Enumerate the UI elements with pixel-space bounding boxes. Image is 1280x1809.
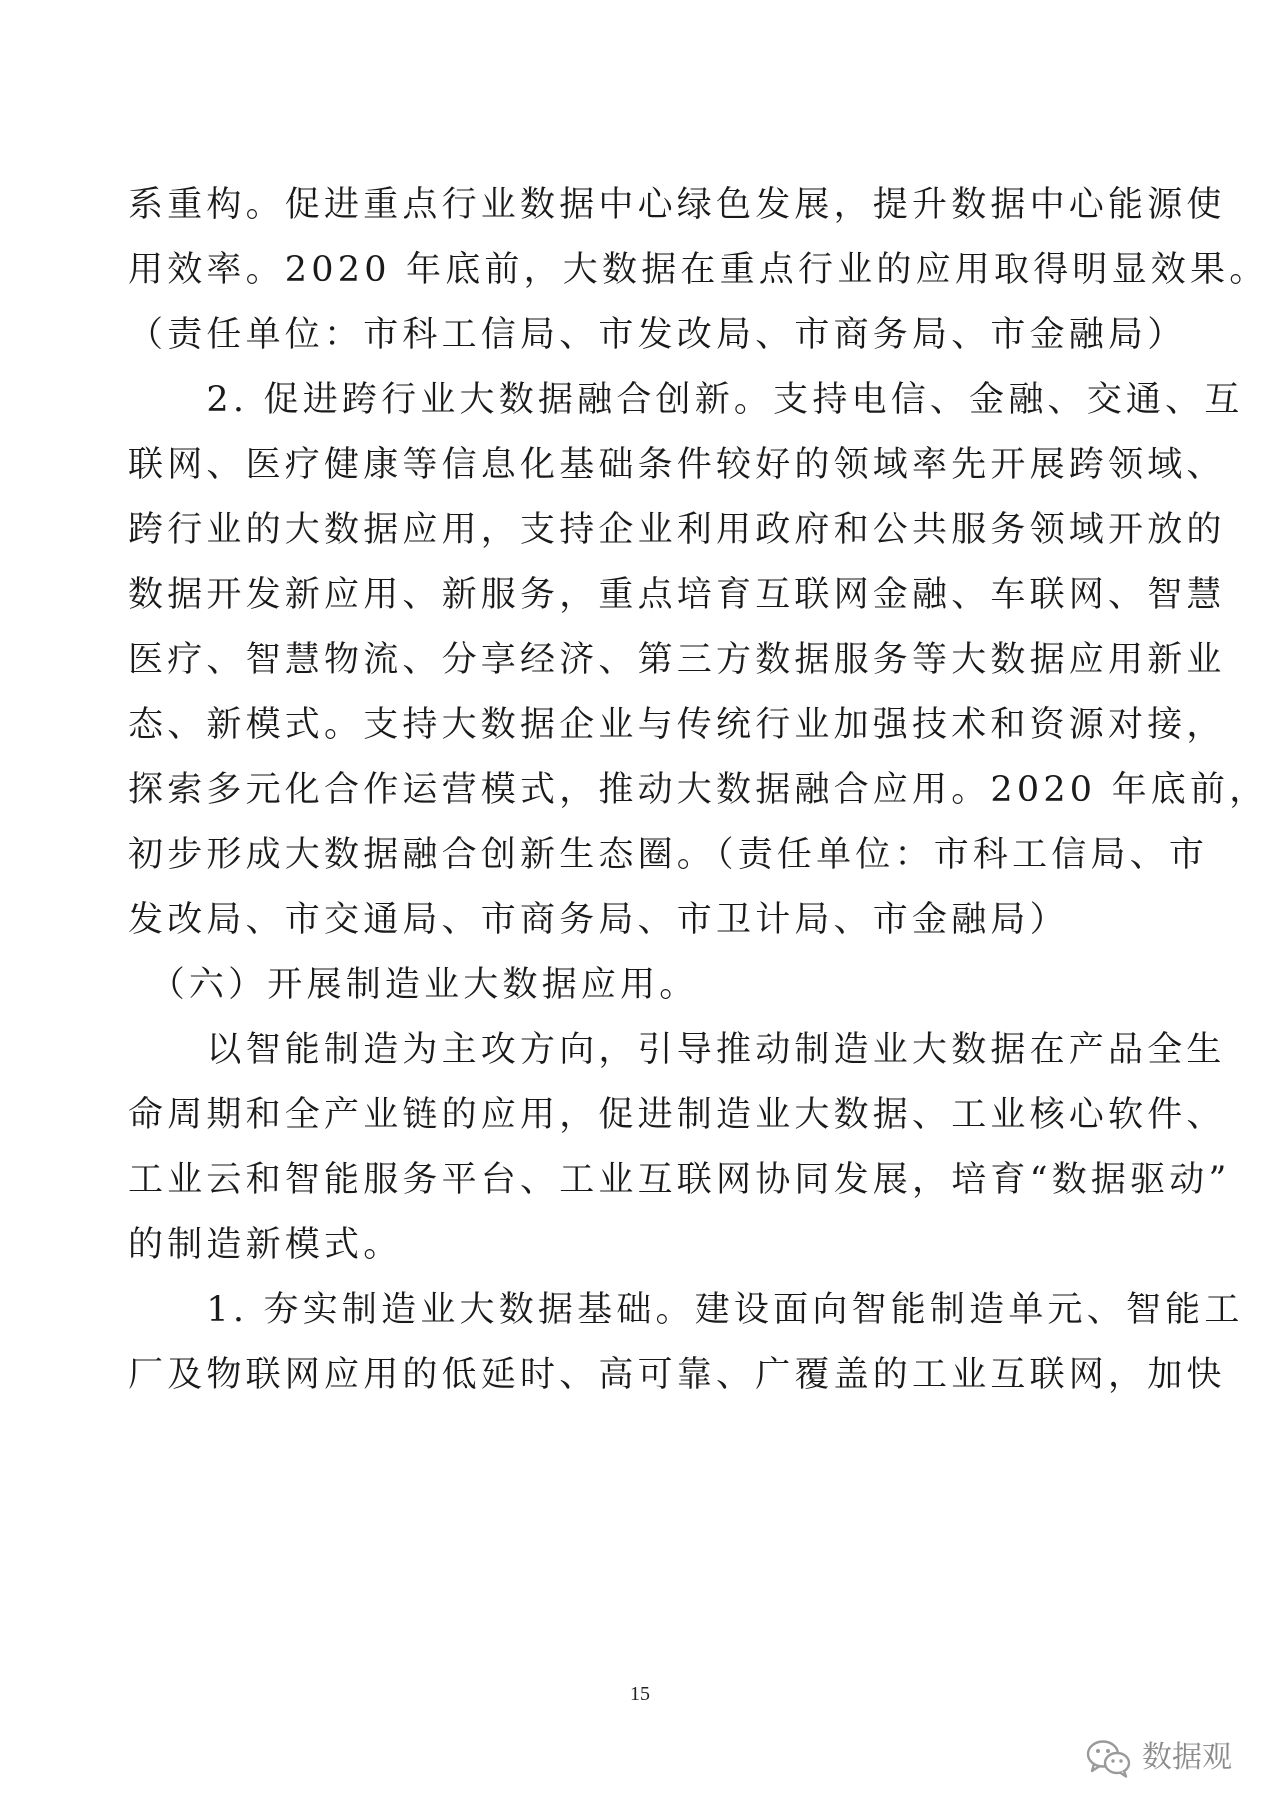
- watermark: [1086, 1738, 1232, 1778]
- text-line: 发改局、市交通局、市商务局、市卫计局、市金融局）: [128, 900, 1069, 940]
- wechat-icon: [1086, 1738, 1132, 1778]
- text-line: 系重构。促进重点行业数据中心绿色发展，提升数据中心能源使: [128, 185, 1226, 225]
- text-line: 命周期和全产业链的应用，促进制造业大数据、工业核心软件、: [128, 1095, 1226, 1135]
- text-line: 工业云和智能服务平台、工业互联网协同发展，培育“数据驱动”: [128, 1160, 1231, 1200]
- text-line: 用效率。2020 年底前，大数据在重点行业的应用取得明显效果。: [128, 250, 1269, 290]
- text-line: 医疗、智慧物流、分享经济、第三方数据服务等大数据应用新业: [128, 640, 1226, 680]
- text-line: 2. 促进跨行业大数据融合创新。支持电信、金融、交通、互: [128, 380, 1244, 420]
- watermark-text: 数据观: [1142, 1740, 1232, 1775]
- text-line: 初步形成大数据融合创新生态圈。（责任单位：市科工信局、市: [128, 835, 1209, 875]
- section-heading: （六）开展制造业大数据应用。: [128, 965, 699, 1005]
- text-line: 跨行业的大数据应用，支持企业利用政府和公共服务领域开放的: [128, 510, 1226, 550]
- text-line: 态、新模式。支持大数据企业与传统行业加强技术和资源对接，: [128, 705, 1226, 745]
- text-line: 以智能制造为主攻方向，引导推动制造业大数据在产品全生: [128, 1030, 1226, 1070]
- text-line: 数据开发新应用、新服务，重点培育互联网金融、车联网、智慧: [128, 575, 1226, 615]
- text-line: 探索多元化合作运营模式，推动大数据融合应用。2020 年底前，: [128, 770, 1269, 810]
- text-line: 厂及物联网应用的低延时、高可靠、广覆盖的工业互联网，加快: [128, 1355, 1226, 1395]
- page-number: 15: [630, 1683, 650, 1705]
- text-line: （责任单位：市科工信局、市发改局、市商务局、市金融局）: [128, 315, 1187, 355]
- text-line: 1. 夯实制造业大数据基础。建设面向智能制造单元、智能工: [128, 1290, 1244, 1330]
- text-line: 联网、医疗健康等信息化基础条件较好的领域率先开展跨领域、: [128, 445, 1226, 485]
- text-line: 的制造新模式。: [128, 1225, 403, 1265]
